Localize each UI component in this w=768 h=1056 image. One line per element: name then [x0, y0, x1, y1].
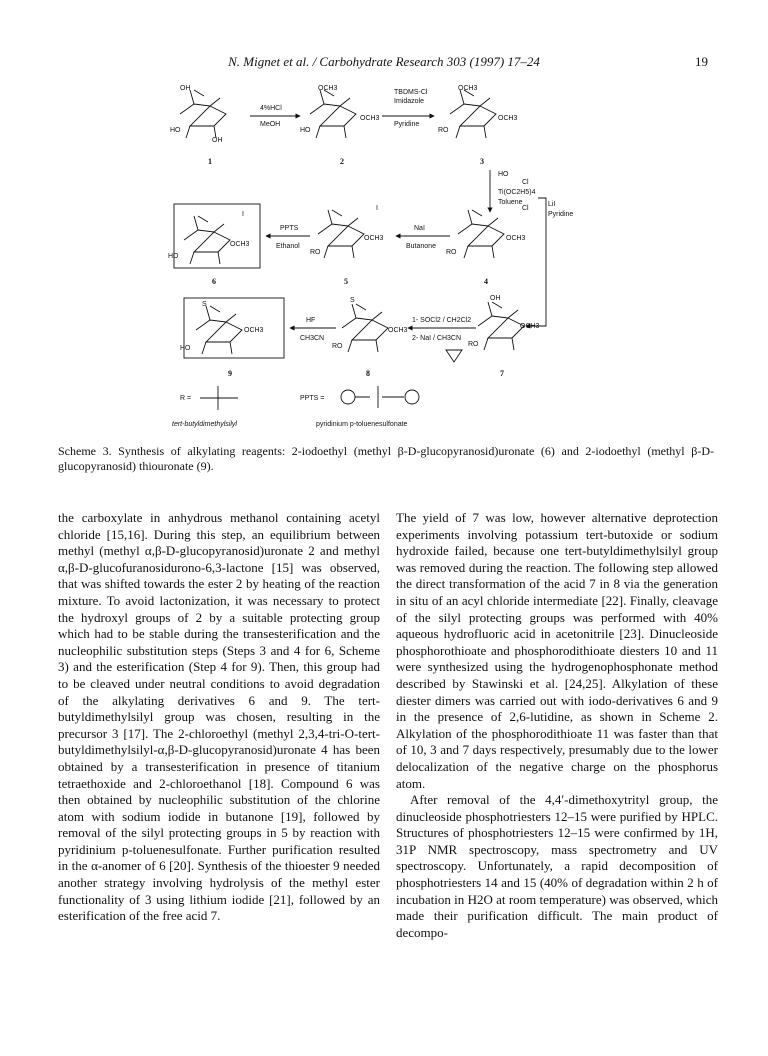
group-label: S — [202, 301, 207, 308]
group-label: OCH3 — [360, 115, 380, 122]
group-label: OCH3 — [230, 241, 250, 248]
compound-label-1: 1 — [208, 157, 212, 166]
reagent: Cl — [522, 179, 529, 186]
reagent: MeOH — [260, 121, 281, 128]
reagent: CH3CN — [300, 335, 325, 342]
compound-3 — [438, 85, 518, 166]
group-label: OCH3 — [458, 85, 478, 92]
compound-6-box — [168, 204, 260, 286]
group-label: OCH3 — [244, 327, 264, 334]
group-label: HO — [170, 127, 181, 134]
r-name: tert-butyldimethylsilyl — [172, 421, 237, 428]
arrow-step8 — [290, 317, 336, 342]
arrow-step7 — [408, 317, 476, 362]
reagent: Ethanol — [276, 243, 300, 250]
compound-label-7: 7 — [500, 369, 504, 378]
ppts-definition: PPTS = — [300, 395, 325, 402]
group-label: RO — [468, 341, 479, 348]
compound-label-4: 4 — [484, 277, 488, 286]
reagent: Pyridine — [548, 211, 574, 218]
group-label: S — [350, 297, 355, 304]
reagent: TBDMS-Cl — [394, 89, 428, 96]
compound-5 — [310, 205, 384, 286]
group-label: OCH3 — [498, 115, 518, 122]
compound-9-box — [180, 298, 284, 378]
reagent: HF — [306, 317, 316, 324]
compound-8 — [332, 297, 408, 378]
left-paragraph: the carboxylate in anhydrous methanol containing acetyl chloride [15,16]. During this step, an equilibrium between methyl (methyl α,β-D-glucopyranosid)uronate 2 and methyl α,β-D-glucofuranosidurono-6,3-lactone [15] was observed, that was shifted towards the ester 2 by heating of the reaction mixture. To avoid lactonization, it was necessary to protect the hydroxyl groups of 2 by a suitable protecting group which had to be stable during the transesterification and the nucleophilic substitution steps (Steps 3 and 4 for 6, Scheme 3) and the esterification (Step 4 for 9). Then, this group had to be cleaved under neutral conditions to avoid degradation of the alkylating derivatives 6 and 9. The tert-butyldimethylsilyl group was chosen, resulting in the precursor 3 [17]. The 2-chloroethyl (methyl 2,3,4-tri-O-tert-butyldimethylsilyl-α,β-D-glucopyranosid)uronate 4 has been obtained by a transesterification in presence of titanium tetraethoxide and 2-chloroethanol [18]. Compound 6 was then obtained by nucleophilic substitution of the chlorine atom with sodium iodide in butanone [19], followed by removal of the silyl protecting groups in 5 by reaction with pyridinium p-toluenesulfonate. Further purification resulted in the α-anomer of 6 [20]. Synthesis of the thioester 9 needed another strategy involving hydrolysis of the methyl ester functionality of 3 using lithium iodide [21], followed by an esterification of the free acid 7. — [58, 510, 380, 924]
group-label: I — [242, 211, 244, 218]
page-number: 19 — [695, 54, 708, 69]
group-label: OH — [490, 295, 501, 302]
group-label: OCH3 — [388, 327, 408, 334]
group-label: OCH3 — [318, 85, 338, 92]
reagent: 4%HCl — [260, 105, 282, 112]
compound-label-3: 3 — [480, 157, 484, 166]
compound-1 — [170, 85, 226, 166]
right-column — [396, 510, 718, 941]
arrow-step2 — [382, 89, 434, 128]
compound-7 — [468, 295, 540, 378]
group-label: RO — [446, 249, 457, 256]
group-label: OH — [180, 85, 191, 92]
group-label: HO — [300, 127, 311, 134]
reagent: Butanone — [406, 243, 436, 250]
arrow-step3 — [490, 170, 536, 212]
page-header — [0, 54, 768, 74]
scheme-caption: Scheme 3. Synthesis of alkylating reagents: 2-iodoethyl (methyl β-D-glucopyranosid)uronate (6) and 2-iodoethyl (methyl β-D-glucopyranosid) thiouronate (9). — [58, 444, 714, 473]
reagent: 1- SOCl2 / CH2Cl2 — [412, 317, 472, 324]
reagent: HO — [498, 171, 509, 178]
left-column — [58, 510, 380, 925]
group-label: RO — [438, 127, 449, 134]
compound-label-5: 5 — [344, 277, 348, 286]
scheme-drawing — [150, 80, 580, 440]
compound-2 — [300, 85, 380, 166]
arrow-step5 — [396, 225, 450, 250]
arrow-step6 — [266, 225, 310, 250]
reagent: Ti(OC2H5)4 — [498, 189, 536, 196]
group-label: HO — [180, 345, 191, 352]
r-definition: R = — [180, 395, 192, 402]
reagent: Pyridine — [394, 121, 420, 128]
group-label: I — [376, 205, 378, 212]
group-label: OH — [212, 137, 223, 144]
compound-label-2: 2 — [340, 157, 344, 166]
running-head: N. Mignet et al. / Carbohydrate Research 303 (1997) 17–24 — [228, 54, 540, 69]
reagent: PPTS — [280, 225, 299, 232]
reagent: NaI — [414, 225, 425, 232]
reagent: LiI — [548, 201, 556, 208]
compound-4 — [446, 205, 529, 286]
group-label: RO — [332, 343, 343, 350]
group-label: OCH3 — [520, 323, 540, 330]
arrow-step4 — [526, 198, 573, 326]
scheme-legend — [172, 386, 419, 428]
compound-label-8: 8 — [366, 369, 370, 378]
group-label: RO — [310, 249, 321, 256]
reagent: Toluene — [498, 199, 523, 206]
compound-label-6: 6 — [212, 277, 216, 286]
reagent: Imidazole — [394, 98, 424, 105]
reagent: 2- NaI / CH3CN — [412, 335, 462, 342]
group-label: Cl — [522, 205, 529, 212]
group-label: OCH3 — [506, 235, 526, 242]
compound-label-9: 9 — [228, 369, 232, 378]
right-paragraph-2: After removal of the 4,4′-dimethoxytrityl group, the dinucleoside phosphotriesters 12–15 were purified by HPLC. Structures of phosphotriesters 12–15 were confirmed by 1H, 31P NMR spectroscopy, mass spectrometry and UV spectroscopy. Unfortunately, a rapid decomposition of phosphotriesters 14 and 15 (40% of degradation within 2 h of incubation in H2O at room temperature) was observed, which made their purification difficult. The main product of decompo- — [396, 792, 718, 940]
arrow-step1 — [250, 105, 300, 128]
ppts-name: pyridinium p-toluenesulfonate — [316, 421, 408, 428]
group-label: OCH3 — [364, 235, 384, 242]
right-paragraph-1: The yield of 7 was low, however alternative deprotection experiments involving potassium tert-butoxide or sodium hydroxide failed, because one tert-butyldimethylsilyl group was removed during the reaction. The following step allowed the direct transformation of the acid 7 in 8 via the generation in situ of an acyl chloride intermediate [22]. Finally, cleavage of the silyl protecting groups was performed with 40% aqueous hydrofluoric acid in acetonitrile [23]. Dinucleoside phosphorothioate and phosphorodithioate diesters 10 and 11 were synthesized using the hydrogenophosphonate method described by Stawinski et al. [24,25]. Alkylation of these diester dimers was carried out with iodo-derivatives 6 and 9 in the presence of 2,6-lutidine, as shown in Scheme 2. Alkylation of the phosphorodithioate 11 was faster than that of 10, 3 and 7 days respectively, presumably due to the lower delocalization of the negative charge on the phosphorus atom. — [396, 510, 718, 791]
reaction-scheme — [150, 80, 580, 440]
group-label: HO — [168, 253, 179, 260]
